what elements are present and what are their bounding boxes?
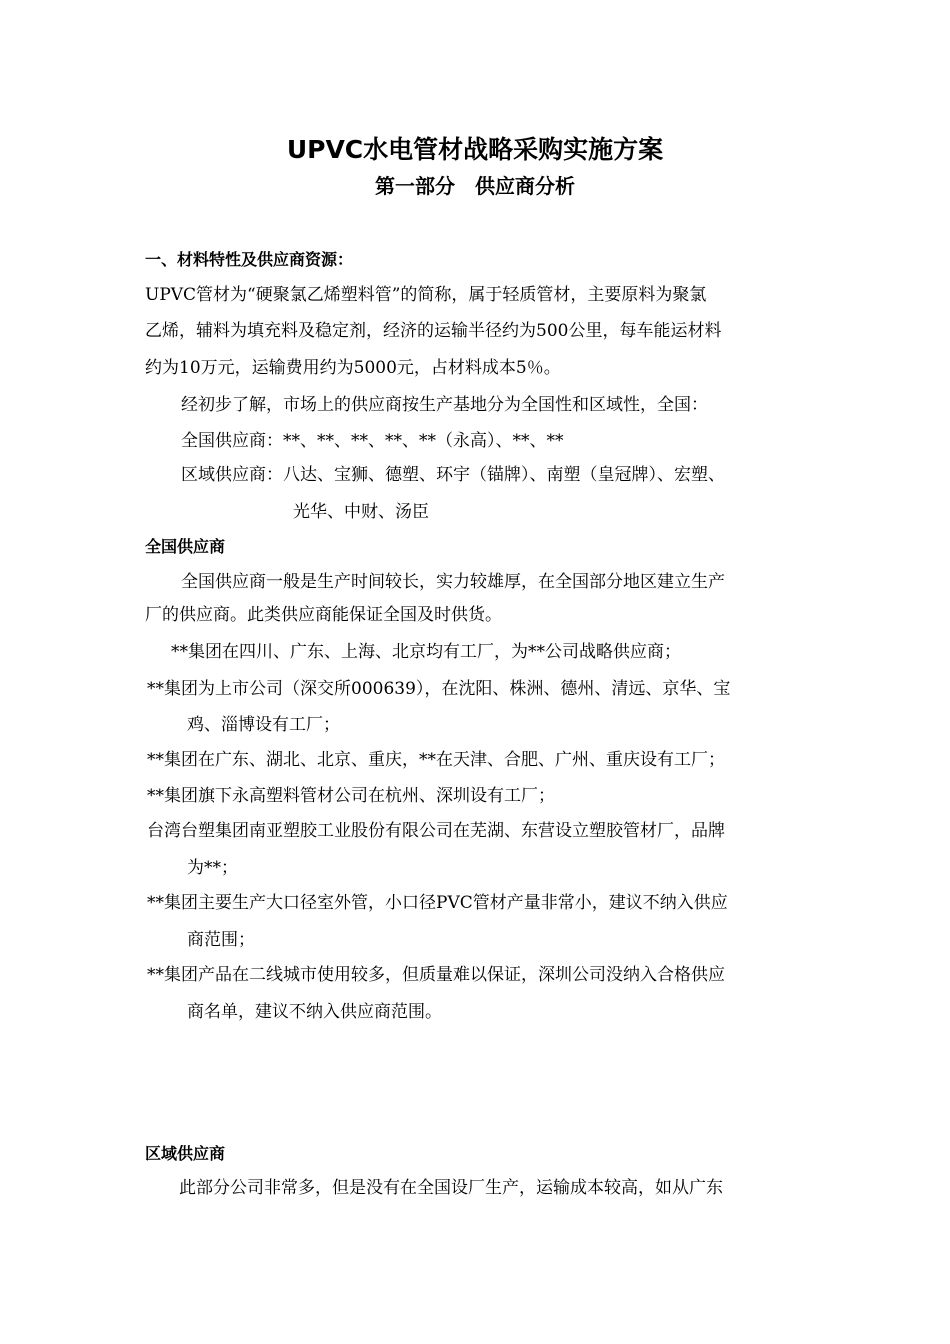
paragraph-line: 约为10万元，运输费用约为5000元，占材料成本5％。	[145, 358, 561, 378]
regional-supplier-list-cont: 光华、中财、汤臣	[293, 502, 429, 522]
paragraph-line: 经初步了解，市场上的供应商按生产基地分为全国性和区域性，全国：	[181, 395, 708, 415]
list-item-cont: 商范围；	[187, 930, 255, 950]
regional-supplier-list: 区域供应商：八达、宝狮、德塑、环宇（锚牌）、南塑（皇冠牌）、宏塑、	[181, 465, 725, 485]
list-item: **集团在四川、广东、上海、北京均有工厂，为**公司战略供应商；	[171, 642, 681, 662]
list-item-cont: 鸡、淄博设有工厂；	[187, 715, 340, 735]
section-heading-materials: 一、材料特性及供应商资源：	[145, 250, 354, 269]
list-item-cont: 商名单，建议不纳入供应商范围。	[187, 1002, 442, 1022]
list-item: **集团在广东、湖北、北京、重庆，**在天津、合肥、广州、重庆设有工厂；	[147, 750, 725, 770]
section-heading-regional: 区域供应商	[145, 1144, 226, 1163]
paragraph-line: 乙烯，辅料为填充料及稳定剂，经济的运输半径约为500公里，每车能运材料	[145, 321, 722, 341]
list-item-cont: 为**；	[187, 858, 238, 878]
list-item: 台湾台塑集团南亚塑胶工业股份有限公司在芜湖、东营设立塑胶管材厂，品牌	[147, 821, 725, 841]
paragraph-line: 厂的供应商。此类供应商能保证全国及时供货。	[145, 605, 502, 625]
document-subtitle: 第一部分 供应商分析	[375, 174, 575, 198]
section-heading-national: 全国供应商	[145, 537, 226, 556]
paragraph-line: 全国供应商一般是生产时间较长，实力较雄厚，在全国部分地区建立生产	[181, 572, 725, 592]
list-item: **集团主要生产大口径室外管，小口径PVC管材产量非常小，建议不纳入供应	[147, 893, 728, 913]
paragraph-line: UPVC管材为“硬聚氯乙烯塑料管”的简称，属于轻质管材，主要原料为聚氯	[145, 285, 707, 305]
list-item: **集团产品在二线城市使用较多，但质量难以保证，深圳公司没纳入合格供应	[147, 965, 725, 985]
list-item: **集团旗下永高塑料管材公司在杭州、深圳设有工厂；	[147, 786, 555, 806]
list-item: **集团为上市公司（深交所000639），在沈阳、株洲、德州、清远、京华、宝	[147, 679, 731, 699]
national-supplier-list: 全国供应商：**、**、**、**、**（永高）、**、**	[181, 431, 564, 451]
document-title: UPVC水电管材战略采购实施方案	[286, 135, 664, 164]
paragraph-line: 此部分公司非常多，但是没有在全国设厂生产，运输成本较高，如从广东	[179, 1178, 723, 1198]
